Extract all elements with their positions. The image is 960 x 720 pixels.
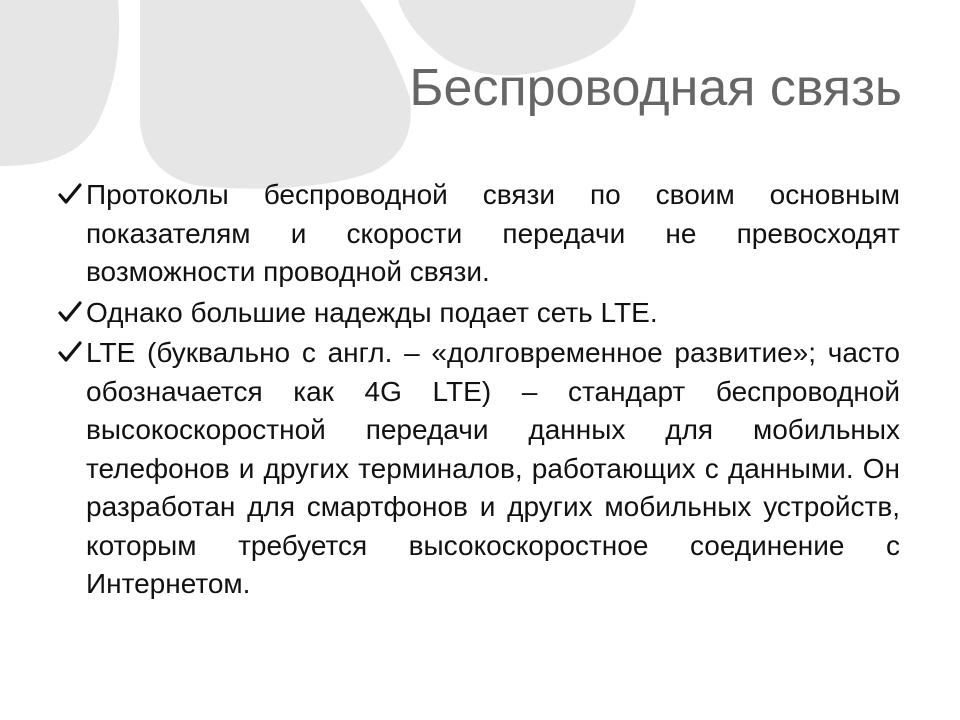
- bullet-item: [58, 176, 900, 292]
- decor-shape-center: [140, 0, 411, 189]
- bullet-text: LTE (буквально с англ. – «долговременное развитие»; часто обозначается как 4G LTE) – стандарт беспроводной высокоскоростной передачи данных для мобильных телефонов и других терминалов, работающих с данными. Он разработан для смартфонов и других мобильных устройств, которым требуется высокоскоростное соединение с Интернетом.: [86, 337, 900, 599]
- decor-shape-left: [0, 0, 119, 166]
- check-icon: [58, 300, 82, 324]
- bullet-item: [58, 334, 900, 604]
- check-icon: [58, 340, 82, 364]
- bullet-item: [58, 294, 900, 333]
- bullet-text: Однако большие надежды подает сеть LTE.: [86, 296, 658, 328]
- bullet-list: [58, 176, 900, 606]
- check-icon: [58, 182, 82, 206]
- bullet-text: Протоколы беспроводной связи по своим основным показателям и скорости передачи не превосходят возможности проводной связи.: [86, 179, 900, 287]
- slide-title: Беспроводная связь: [409, 59, 902, 117]
